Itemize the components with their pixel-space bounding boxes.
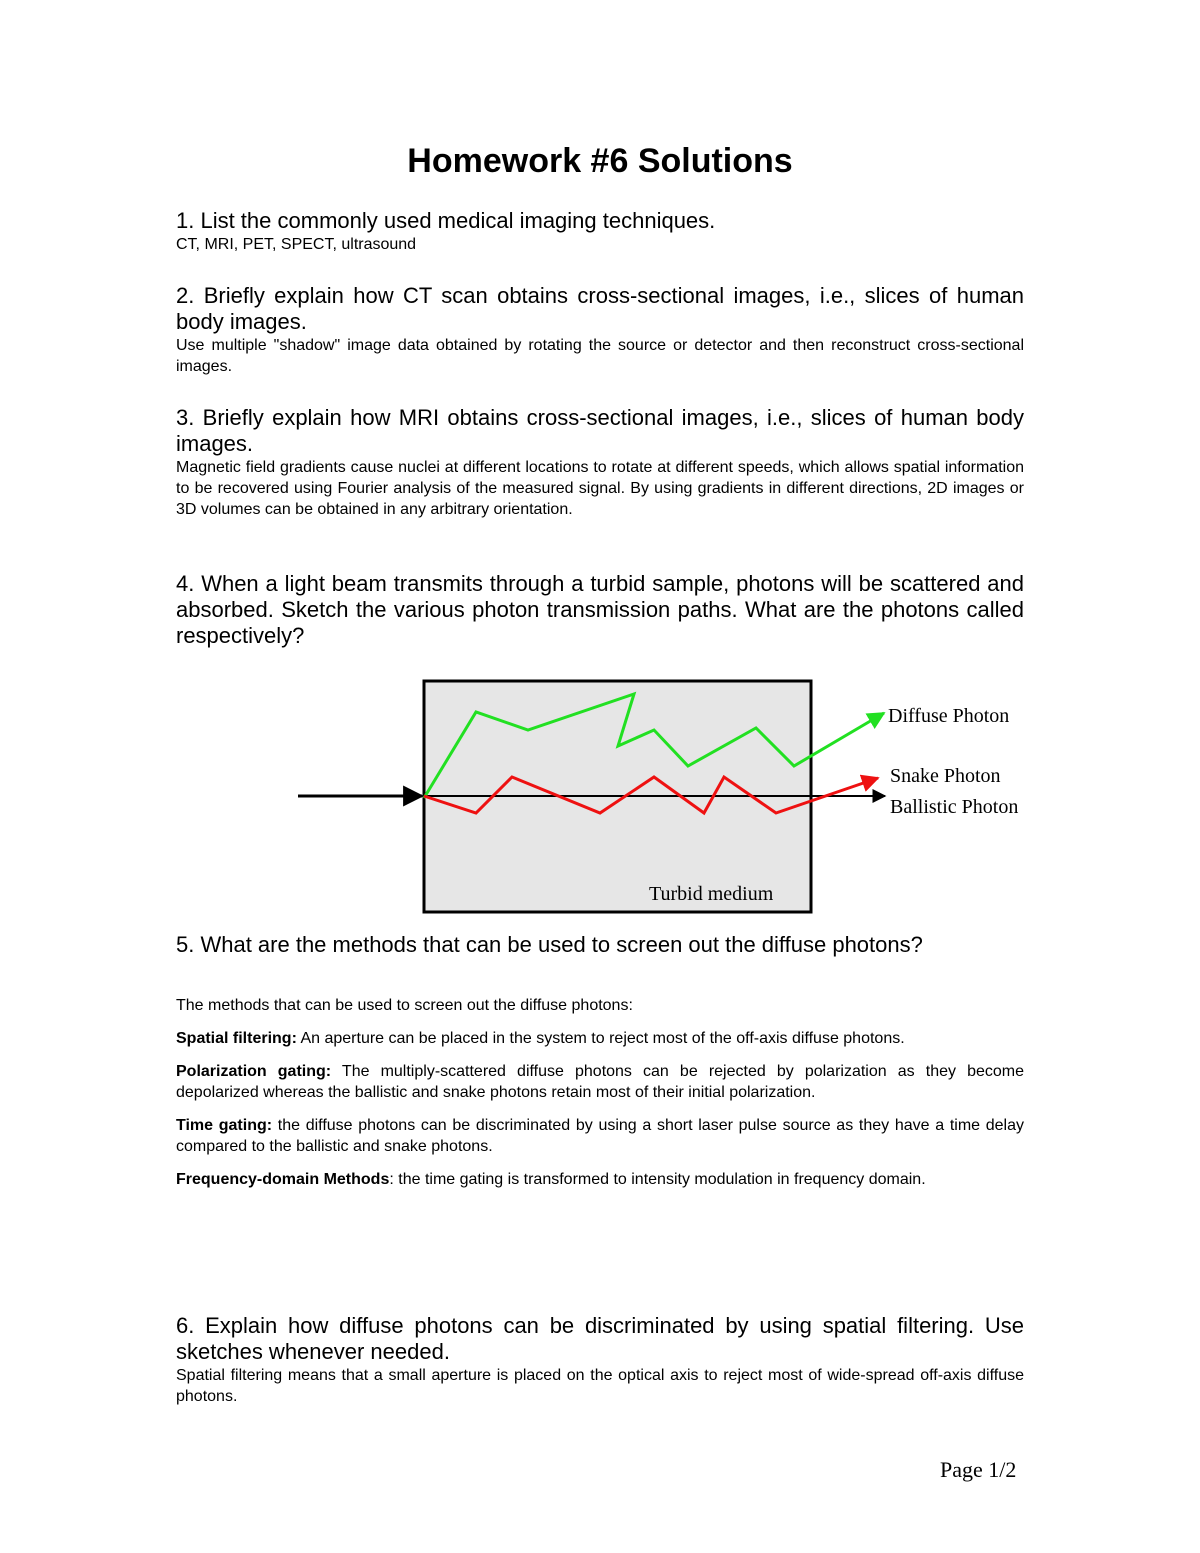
- method-term: Frequency-domain Methods: [176, 1171, 390, 1188]
- question-1: 1. List the commonly used medical imaging techniques.: [176, 208, 716, 233]
- method-spatial-filtering: [176, 1028, 1024, 1049]
- question-1-section: [176, 208, 1024, 255]
- method-term: Spatial filtering:: [176, 1030, 297, 1047]
- question-4: 4. When a light beam transmits through a turbid sample, photons will be scattered and absorbed. Sketch the various photon transmission paths. What are the photons called respectively?: [176, 571, 1024, 648]
- question-5: 5. What are the methods that can be used to screen out the diffuse photons?: [176, 932, 923, 957]
- question-4-section: [176, 571, 1024, 649]
- snake-photon-label: Snake Photon: [890, 765, 1001, 787]
- method-term: Time gating:: [176, 1117, 273, 1134]
- photon-paths-diagram: [280, 670, 1060, 920]
- question-6: 6. Explain how diffuse photons can be discriminated by using spatial filtering. Use sketches whenever needed.: [176, 1313, 1024, 1364]
- method-text: An aperture can be placed in the system to reject most of the off-axis diffuse photons.: [296, 1030, 905, 1047]
- answer-6: Spatial filtering means that a small aperture is placed on the optical axis to reject most of wide-spread off-axis diffuse photons.: [176, 1367, 1024, 1405]
- answer-2: Use multiple "shadow" image data obtained by rotating the source or detector and then reconstruct cross-sectional images.: [176, 337, 1024, 375]
- method-text: the diffuse photons can be discriminated by using a short laser pulse source as they have a time delay compared to the ballistic and snake photons.: [176, 1117, 1024, 1155]
- method-time-gating: [176, 1115, 1024, 1157]
- method-text: : the time gating is transformed to intensity modulation in frequency domain.: [389, 1171, 926, 1188]
- answer-1: CT, MRI, PET, SPECT, ultrasound: [176, 236, 417, 253]
- question-2: 2. Briefly explain how CT scan obtains cross-sectional images, i.e., slices of human body images.: [176, 283, 1024, 334]
- question-5-section: [176, 932, 1024, 958]
- turbid-medium-label: Turbid medium: [649, 883, 774, 905]
- page-number: Page 1/2: [940, 1457, 1017, 1482]
- page-title: Homework #6 Solutions: [407, 142, 793, 180]
- question-6-section: [176, 1313, 1024, 1407]
- question-3-section: [176, 405, 1024, 520]
- method-term: Polarization gating:: [176, 1063, 332, 1080]
- question-2-section: [176, 283, 1024, 377]
- method-text: The multiply-scattered diffuse photons can be rejected by polarization as they become depolarized whereas the ballistic and snake photons retain most of their initial polarization.: [176, 1063, 1025, 1101]
- answer-3: Magnetic field gradients cause nuclei at different locations to rotate at different speeds, which allows spatial information to be recovered using Fourier analysis of the measured signal. By using gradients in different directions, 2D images or 3D volumes can be obtained in any arbitrary orientation.: [176, 459, 1024, 518]
- question-5-answer: [176, 995, 1024, 1202]
- methods-intro: The methods that can be used to screen out the diffuse photons:: [176, 997, 633, 1014]
- diffuse-photon-label: Diffuse Photon: [888, 705, 1010, 727]
- method-polarization-gating: [176, 1061, 1024, 1103]
- question-3: 3. Briefly explain how MRI obtains cross-sectional images, i.e., slices of human body images.: [176, 405, 1024, 456]
- ballistic-photon-label: Ballistic Photon: [890, 796, 1019, 818]
- method-frequency-domain: [176, 1169, 1024, 1190]
